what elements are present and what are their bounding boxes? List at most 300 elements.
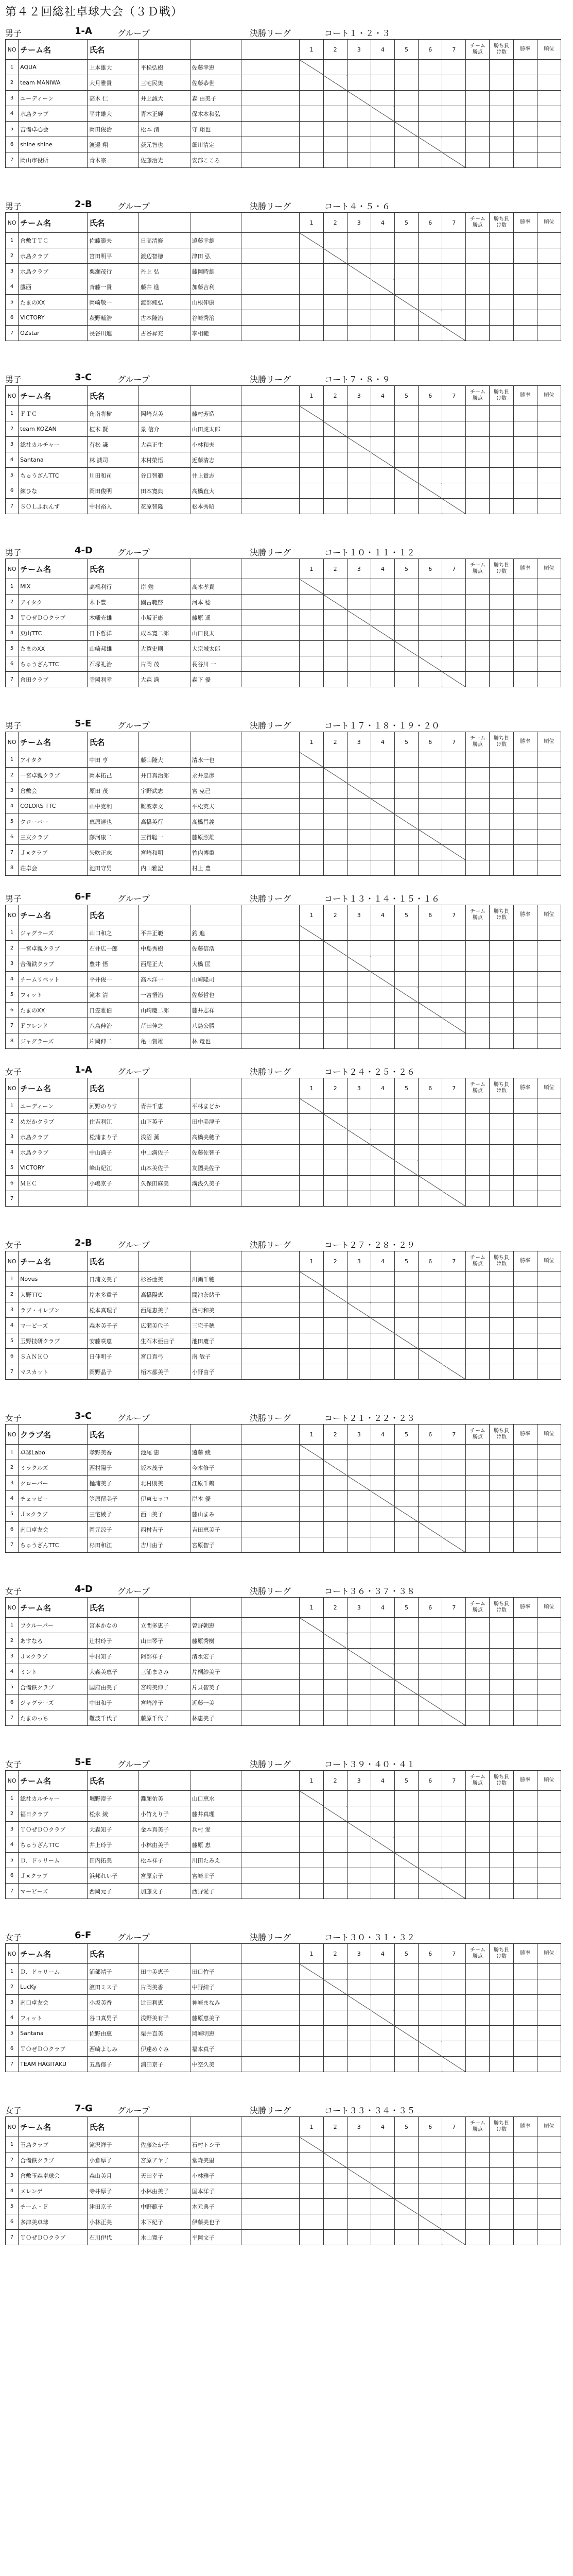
- blank-cell: [241, 956, 300, 972]
- player-name: 高橋直大: [190, 483, 241, 499]
- match-result-cell: [394, 279, 418, 295]
- row-number: 3: [6, 783, 19, 799]
- win-loss-cell: [490, 956, 513, 972]
- match-result-cell: [323, 264, 347, 279]
- win-loss-cell: [490, 972, 513, 987]
- player-name: 岸本 優: [190, 1491, 241, 1506]
- rank-cell: [537, 783, 561, 799]
- finals-label: 決勝リーグ: [250, 28, 291, 38]
- win-rate-cell: [513, 122, 537, 137]
- player-name: 近藤一美: [190, 1695, 241, 1710]
- player-name: 平松英夫: [190, 799, 241, 814]
- category-label: 男子: [5, 28, 22, 38]
- player-name: 遠藤幸雄: [190, 233, 241, 248]
- team-name: チーム・Ｆ: [19, 2199, 88, 2214]
- match-result-cell: [300, 1176, 323, 1191]
- player-name: 大宗城太郎: [190, 641, 241, 656]
- team-row: [6, 672, 561, 687]
- blank-cell: [241, 1145, 300, 1160]
- blank-header: [138, 559, 190, 579]
- match-result-cell: [394, 845, 418, 860]
- team-points-cell: [466, 1145, 490, 1160]
- team-row: [6, 1364, 561, 1380]
- win-loss-cell: [490, 625, 513, 641]
- match-result-cell: [323, 1349, 347, 1364]
- block-label: 6-F: [75, 891, 92, 902]
- win-loss-cell: [490, 799, 513, 814]
- player-name: 久保田麻美: [138, 1176, 190, 1191]
- blank-cell: [241, 814, 300, 829]
- blank-cell: [241, 1695, 300, 1710]
- team-points-cell: [466, 1349, 490, 1364]
- rank-cell: [537, 2168, 561, 2183]
- player-name: 日浦文美子: [88, 1272, 139, 1287]
- match-result-cell: [300, 483, 323, 499]
- match-result-cell: [347, 2183, 371, 2199]
- row-number: 4: [6, 2010, 19, 2026]
- team-row: [6, 1633, 561, 1649]
- blank-cell: [241, 1806, 300, 1822]
- player-name: 三宅民奥: [138, 75, 190, 91]
- win-rate-cell: [513, 1003, 537, 1018]
- match-result-cell: [300, 60, 323, 75]
- match-result-cell: [300, 1649, 323, 1664]
- blank-cell: [241, 1191, 300, 1207]
- team-points-cell: [466, 452, 490, 468]
- player-name-header: 氏名: [88, 1425, 139, 1445]
- match-result-cell: [347, 625, 371, 641]
- team-name: 荘卓会: [19, 860, 88, 876]
- match-result-cell: [394, 122, 418, 137]
- match-result-cell: [371, 956, 394, 972]
- team-name: ＦＴＣ: [19, 406, 88, 421]
- match-result-cell: [347, 248, 371, 264]
- rank-cell: [537, 1633, 561, 1649]
- match-result-cell: [419, 1522, 442, 1537]
- player-name: [190, 1191, 241, 1207]
- win-loss-cell: [490, 845, 513, 860]
- team-row: [6, 2214, 561, 2230]
- match-result-cell: [347, 2137, 371, 2153]
- player-name: 松浦まり子: [88, 1129, 139, 1145]
- blank-cell: [241, 2214, 300, 2230]
- match-result-cell: [419, 625, 442, 641]
- win-rate-cell: [513, 1680, 537, 1695]
- row-number: 2: [6, 595, 19, 610]
- match-result-cell: [394, 60, 418, 75]
- match-result-cell: [419, 1868, 442, 1884]
- player-name: 松本 清: [138, 122, 190, 137]
- row-number: 6: [6, 2041, 19, 2057]
- player-name: 生石木亜由子: [138, 1333, 190, 1349]
- player-name: 藤河康二: [88, 829, 139, 845]
- player-name: 木山寛子: [138, 2230, 190, 2245]
- player-name: 南 敏子: [190, 1349, 241, 1364]
- match-result-cell: [419, 2057, 442, 2072]
- team-row: [6, 799, 561, 814]
- rank-cell: [537, 406, 561, 421]
- team-name: ちゅうざんTTC: [19, 1837, 88, 1853]
- match-col-header: 5: [394, 732, 418, 752]
- rank-header: 順位: [537, 1425, 561, 1445]
- team-name: チェッピー: [19, 1491, 88, 1506]
- team-name: 東山TTC: [19, 625, 88, 641]
- team-row: [6, 2230, 561, 2245]
- win-loss-cell: [490, 1333, 513, 1349]
- match-result-cell: [300, 1633, 323, 1649]
- player-name: 岡田俊治: [88, 122, 139, 137]
- blank-cell: [241, 248, 300, 264]
- match-result-cell: [323, 233, 347, 248]
- match-result-cell: [442, 1349, 466, 1364]
- match-result-cell: [442, 483, 466, 499]
- team-points-cell: [466, 1537, 490, 1553]
- team-points-cell: [466, 91, 490, 106]
- team-name: フクルーパー: [19, 1618, 88, 1633]
- rank-cell: [537, 264, 561, 279]
- match-result-cell: [300, 860, 323, 876]
- match-result-cell: [371, 437, 394, 452]
- match-col-header: 4: [371, 1078, 394, 1098]
- team-points-cell: [466, 1710, 490, 1726]
- match-result-cell: [323, 1537, 347, 1553]
- rank-cell: [537, 1191, 561, 1207]
- win-loss-cell: [490, 1695, 513, 1710]
- team-name: 倉敷ＴＴＣ: [19, 233, 88, 248]
- win-rate-cell: [513, 1191, 537, 1207]
- team-name: team MANIWA: [19, 75, 88, 91]
- player-name: 小林由美子: [138, 2183, 190, 2199]
- match-result-cell: [394, 610, 418, 625]
- win-loss-cell: [490, 1884, 513, 1899]
- player-name: 兵村 愛: [190, 1822, 241, 1837]
- team-points-header: チーム勝点: [466, 905, 490, 925]
- player-name: 渡部純弘: [138, 295, 190, 310]
- match-result-cell: [419, 75, 442, 91]
- section-header: [5, 1755, 566, 1770]
- match-result-cell: [300, 1003, 323, 1018]
- team-row: [6, 91, 561, 106]
- team-row: [6, 814, 561, 829]
- blank-cell: [241, 1618, 300, 1633]
- team-name: VICTORY: [19, 310, 88, 326]
- match-result-cell: [347, 1522, 371, 1537]
- win-rate-cell: [513, 152, 537, 168]
- section-header: [5, 1235, 566, 1251]
- blank-cell: [241, 137, 300, 152]
- win-loss-cell: [490, 1445, 513, 1460]
- player-name: 渡辺智徳: [138, 248, 190, 264]
- player-name: 佐藤治光: [138, 152, 190, 168]
- match-result-cell: [419, 1033, 442, 1049]
- match-result-cell: [419, 1018, 442, 1033]
- match-result-cell: [371, 1160, 394, 1176]
- blank-cell: [241, 91, 300, 106]
- blank-cell: [241, 1003, 300, 1018]
- rank-cell: [537, 1806, 561, 1822]
- team-row: [6, 595, 561, 610]
- blank-cell: [241, 783, 300, 799]
- win-rate-cell: [513, 987, 537, 1003]
- player-name-header: 氏名: [88, 1251, 139, 1272]
- team-name: Ｄ．ドゥリーム: [19, 1853, 88, 1868]
- row-number: 1: [6, 925, 19, 941]
- match-result-cell: [347, 1160, 371, 1176]
- match-col-header: 4: [371, 732, 394, 752]
- match-col-header: 2: [323, 1251, 347, 1272]
- team-row: [6, 2041, 561, 2057]
- win-rate-cell: [513, 2137, 537, 2153]
- match-col-header: 6: [419, 1251, 442, 1272]
- player-name: 安部こころ: [190, 152, 241, 168]
- match-result-cell: [371, 2199, 394, 2214]
- no-header: NO: [6, 1251, 19, 1272]
- league-table: [5, 1770, 561, 1899]
- match-result-cell: [394, 437, 418, 452]
- blank-header: [241, 732, 300, 752]
- match-result-cell: [300, 1853, 323, 1868]
- win-rate-cell: [513, 1649, 537, 1664]
- player-name: 溝浅久美子: [190, 1176, 241, 1191]
- match-result-cell: [419, 468, 442, 483]
- player-name: 山口良太: [190, 625, 241, 641]
- match-result-cell: [442, 91, 466, 106]
- match-result-cell: [371, 233, 394, 248]
- match-col-header: 3: [347, 40, 371, 60]
- team-points-header: チーム勝点: [466, 1944, 490, 1964]
- row-number: 1: [6, 2137, 19, 2153]
- win-rate-cell: [513, 783, 537, 799]
- player-name: 八島公勝: [190, 1018, 241, 1033]
- match-col-header: 6: [419, 386, 442, 406]
- team-points-cell: [466, 2010, 490, 2026]
- match-result-cell: [371, 2041, 394, 2057]
- rank-cell: [537, 2057, 561, 2072]
- match-result-cell: [347, 122, 371, 137]
- player-name: 立間多恵子: [138, 1618, 190, 1633]
- rank-cell: [537, 1618, 561, 1633]
- match-result-cell: [347, 829, 371, 845]
- match-result-cell: [394, 1460, 418, 1476]
- match-result-cell: [300, 1822, 323, 1837]
- match-result-cell: [347, 956, 371, 972]
- row-number: 2: [6, 2153, 19, 2168]
- team-row: [6, 1272, 561, 1287]
- player-name: 片岡 茂: [138, 656, 190, 672]
- match-col-header: 4: [371, 386, 394, 406]
- match-result-cell: [347, 1098, 371, 1114]
- match-result-cell: [300, 122, 323, 137]
- rank-cell: [537, 1964, 561, 1979]
- win-rate-cell: [513, 1445, 537, 1460]
- player-name: 滝沢祥子: [88, 2137, 139, 2153]
- win-loss-cell: [490, 2168, 513, 2183]
- player-name: 山田琴子: [138, 1633, 190, 1649]
- blank-cell: [241, 1649, 300, 1664]
- blank-cell: [241, 1837, 300, 1853]
- team-points-cell: [466, 987, 490, 1003]
- league-table: [5, 1597, 561, 1726]
- match-col-header: 3: [347, 1425, 371, 1445]
- player-name: 小嶋京子: [88, 1176, 139, 1191]
- team-row: [6, 1680, 561, 1695]
- match-result-cell: [394, 1145, 418, 1160]
- match-result-cell: [300, 1160, 323, 1176]
- match-result-cell: [419, 2153, 442, 2168]
- win-rate-cell: [513, 941, 537, 956]
- match-result-cell: [347, 987, 371, 1003]
- player-name: 国府由美子: [88, 1680, 139, 1695]
- match-result-cell: [323, 941, 347, 956]
- match-result-cell: [347, 1333, 371, 1349]
- win-rate-cell: [513, 1537, 537, 1553]
- team-points-header: チーム勝点: [466, 732, 490, 752]
- match-result-cell: [371, 1791, 394, 1806]
- no-header: NO: [6, 1425, 19, 1445]
- match-result-cell: [371, 656, 394, 672]
- win-loss-cell: [490, 1710, 513, 1726]
- match-result-cell: [371, 1964, 394, 1979]
- player-name: 曽野朝恵: [190, 1618, 241, 1633]
- match-col-header: 4: [371, 2117, 394, 2137]
- match-result-cell: [347, 1191, 371, 1207]
- row-number: 5: [6, 1853, 19, 1868]
- team-points-cell: [466, 1695, 490, 1710]
- rank-cell: [537, 752, 561, 768]
- row-number: 5: [6, 295, 19, 310]
- match-result-cell: [442, 122, 466, 137]
- team-name: 合備鉄クラブ: [19, 1680, 88, 1695]
- match-result-cell: [371, 1349, 394, 1364]
- player-name: 浦田京子: [138, 2057, 190, 2072]
- match-result-cell: [371, 1537, 394, 1553]
- match-result-cell: [419, 1364, 442, 1380]
- match-result-cell: [394, 1695, 418, 1710]
- match-result-cell: [323, 768, 347, 783]
- blank-cell: [241, 1522, 300, 1537]
- player-name: 井口真治郎: [138, 768, 190, 783]
- match-result-cell: [442, 1460, 466, 1476]
- match-result-cell: [419, 1003, 442, 1018]
- match-result-cell: [371, 610, 394, 625]
- blank-header: [241, 386, 300, 406]
- match-result-cell: [371, 2183, 394, 2199]
- row-number: 4: [6, 1491, 19, 1506]
- match-result-cell: [442, 656, 466, 672]
- team-points-cell: [466, 2214, 490, 2230]
- win-loss-cell: [490, 1853, 513, 1868]
- blank-cell: [241, 2168, 300, 2183]
- match-result-cell: [442, 1160, 466, 1176]
- player-name: 山口和之: [88, 925, 139, 941]
- team-points-cell: [466, 1160, 490, 1176]
- player-name: 浜邦れい子: [88, 1868, 139, 1884]
- win-rate-cell: [513, 2057, 537, 2072]
- match-result-cell: [442, 860, 466, 876]
- blank-header: [241, 559, 300, 579]
- match-result-cell: [371, 1618, 394, 1633]
- win-loss-cell: [490, 1633, 513, 1649]
- match-result-cell: [347, 1995, 371, 2010]
- match-result-cell: [347, 595, 371, 610]
- team-points-cell: [466, 106, 490, 122]
- player-name: 西尾恵美子: [138, 1302, 190, 1318]
- match-result-cell: [371, 279, 394, 295]
- win-loss-cell: [490, 752, 513, 768]
- team-points-cell: [466, 799, 490, 814]
- match-result-cell: [300, 1522, 323, 1537]
- rank-cell: [537, 2183, 561, 2199]
- match-result-cell: [347, 860, 371, 876]
- category-label: 男子: [5, 548, 22, 557]
- win-loss-cell: [490, 2183, 513, 2199]
- rank-cell: [537, 2026, 561, 2041]
- match-result-cell: [347, 1806, 371, 1822]
- match-result-cell: [394, 1791, 418, 1806]
- match-result-cell: [442, 152, 466, 168]
- match-result-cell: [300, 610, 323, 625]
- match-col-header: 2: [323, 1944, 347, 1964]
- match-result-cell: [300, 1618, 323, 1633]
- team-points-cell: [466, 752, 490, 768]
- match-result-cell: [419, 1476, 442, 1491]
- team-name: OZstar: [19, 326, 88, 341]
- match-result-cell: [371, 1176, 394, 1191]
- team-name: 南口卓友会: [19, 1522, 88, 1537]
- team-points-header: チーム勝点: [466, 386, 490, 406]
- league-table: [5, 732, 561, 876]
- match-result-cell: [419, 152, 442, 168]
- match-result-cell: [419, 60, 442, 75]
- player-name: 岡元涼子: [88, 1522, 139, 1537]
- match-result-cell: [394, 2041, 418, 2057]
- group-label: グループ: [117, 1067, 150, 1077]
- player-name: 片桐紗美子: [190, 1664, 241, 1680]
- blank-header: [138, 213, 190, 233]
- match-result-cell: [371, 972, 394, 987]
- blank-cell: [241, 1537, 300, 1553]
- rank-cell: [537, 1003, 561, 1018]
- row-number: 5: [6, 2026, 19, 2041]
- match-result-cell: [347, 579, 371, 595]
- match-result-cell: [419, 437, 442, 452]
- win-rate-cell: [513, 421, 537, 437]
- player-name: 中田和子: [88, 1695, 139, 1710]
- group-section: [5, 1062, 566, 1235]
- match-result-cell: [323, 437, 347, 452]
- player-name: 村上 豊: [190, 860, 241, 876]
- match-result-cell: [394, 248, 418, 264]
- court-label: コート７・８・９: [324, 375, 391, 384]
- win-loss-cell: [490, 672, 513, 687]
- match-result-cell: [394, 2057, 418, 2072]
- win-rate-cell: [513, 1806, 537, 1822]
- match-col-header: 2: [323, 40, 347, 60]
- match-result-cell: [323, 799, 347, 814]
- match-result-cell: [323, 2230, 347, 2245]
- player-name: 藤原 遥: [190, 610, 241, 625]
- player-name: 平井正範: [138, 925, 190, 941]
- player-name: 間池奈緒子: [190, 1287, 241, 1302]
- match-col-header: 7: [442, 213, 466, 233]
- match-col-header: 1: [300, 905, 323, 925]
- blank-cell: [241, 1964, 300, 1979]
- court-label: コート４・５・６: [324, 201, 391, 211]
- player-name: 西村和美: [190, 1302, 241, 1318]
- match-col-header: 1: [300, 2117, 323, 2137]
- win-loss-cell: [490, 1822, 513, 1837]
- win-rate-cell: [513, 814, 537, 829]
